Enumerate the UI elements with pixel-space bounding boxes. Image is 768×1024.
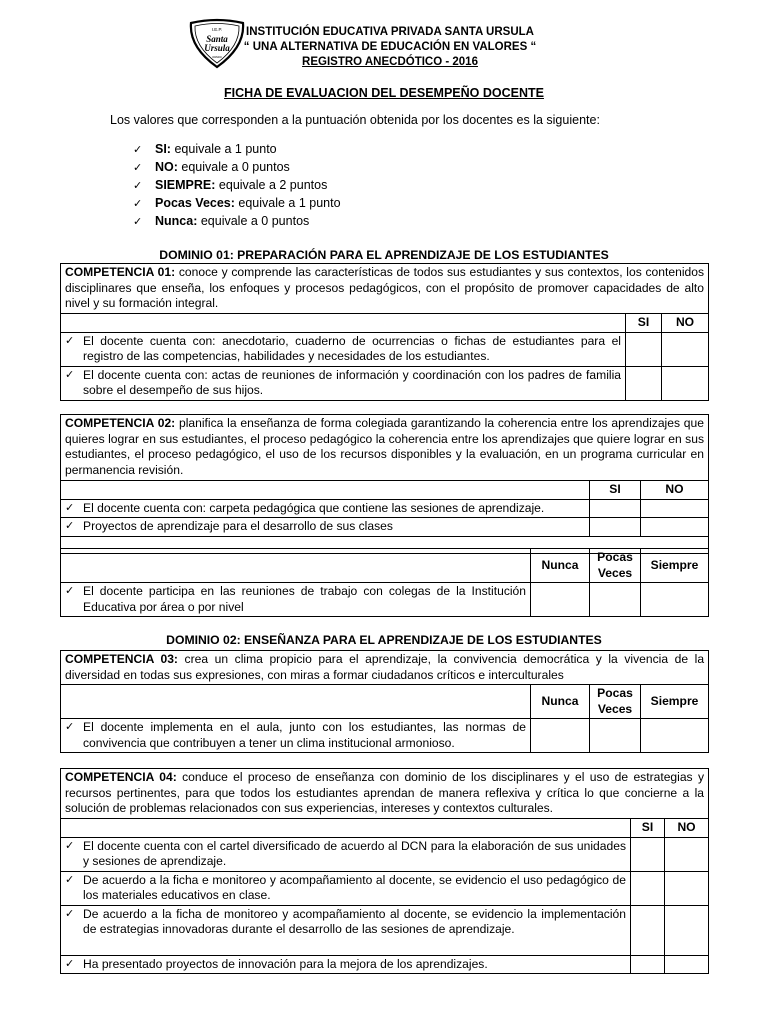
check-icon: ✓ <box>65 721 75 733</box>
col-pocas-veces: Pocas Veces <box>590 685 641 719</box>
si-cell[interactable] <box>590 499 641 518</box>
nunca-cell[interactable] <box>531 719 590 753</box>
item-row: ✓ El docente participa en las reuniones de trabajo con colegas de la Institución Educativa por área o por nivel <box>61 583 531 617</box>
check-icon: ✓ <box>65 501 75 514</box>
si-cell[interactable] <box>626 332 662 366</box>
value-item-no: ✓ NO: equivale a 0 puntos <box>133 158 341 176</box>
page-title: FICHA DE EVALUACION DEL DESEMPEÑO DOCENTE <box>224 86 544 100</box>
no-cell[interactable] <box>665 905 709 955</box>
item-row: ✓ Ha presentado proyectos de innovación para la mejora de los aprendizajes. <box>61 955 631 974</box>
value-item-si: ✓ SI: equivale a 1 punto <box>133 140 341 158</box>
no-cell[interactable] <box>665 871 709 905</box>
check-icon: ✓ <box>65 520 75 532</box>
col-no: NO <box>665 819 709 838</box>
item-row: ✓ El docente cuenta con el cartel diversificado de acuerdo al DCN para la elaboración de sus unidades y sesiones de aprendizaje. <box>61 837 631 871</box>
institution-name: INSTITUCIÓN EDUCATIVA PRIVADA SANTA URSULA <box>246 26 534 38</box>
competencia-03-description: COMPETENCIA 03: crea un clima propicio para el aprendizaje, la convivencia democrática y la vivencia de la diversidad en todas sus expresiones, con miras a formar ciudadanos críticos e interculturales <box>61 651 709 685</box>
competencia-02-description: COMPETENCIA 02: planifica la enseñanza de forma colegiada garantizando la coherencia entre los aprendizajes que quieres lograr en sus estudiantes, el proceso pedagógico la coherencia entre los aprendizajes que quiere lograr en sus estudiantes, el proceso pedagógico, el uso de los recursos disponibles y la evaluación, en un programa curricular en permanencia revisión. <box>61 415 709 481</box>
no-cell[interactable] <box>641 518 709 537</box>
competencia-03-table <box>60 650 709 753</box>
col-si: SI <box>590 481 641 500</box>
register-title: REGISTRO ANECDÓTICO - 2016 <box>302 56 478 68</box>
competencia-01-table <box>60 263 709 401</box>
col-no: NO <box>662 314 709 333</box>
col-nunca: Nunca <box>531 549 590 583</box>
item-row: ✓ El docente implementa en el aula, junto con los estudiantes, las normas de convivencia que contribuyen a tener un clima institucional armonioso. <box>61 719 531 753</box>
check-icon: ✓ <box>65 585 75 597</box>
domain-01-heading: DOMINIO 01: PREPARACIÓN PARA EL APRENDIZAJE DE LOS ESTUDIANTES <box>159 248 609 262</box>
value-item-pocas-veces: ✓ Pocas Veces: equivale a 1 punto <box>133 194 341 212</box>
si-cell[interactable] <box>626 366 662 400</box>
pocas-veces-cell[interactable] <box>590 583 641 617</box>
svg-text:I.E.P.: I.E.P. <box>211 27 223 32</box>
item-row: ✓ De acuerdo a la ficha de monitoreo y acompañamiento al docente, se evidencio la implementación de estrategias innovadoras durante el desarrollo de las sesiones de aprendizaje. <box>61 905 631 955</box>
pocas-veces-cell[interactable] <box>590 719 641 753</box>
col-siempre: Siempre <box>641 549 709 583</box>
col-si: SI <box>631 819 665 838</box>
no-cell[interactable] <box>641 499 709 518</box>
si-cell[interactable] <box>631 837 665 871</box>
check-icon: ✓ <box>133 162 143 174</box>
nunca-cell[interactable] <box>531 583 590 617</box>
col-siempre: Siempre <box>641 685 709 719</box>
no-cell[interactable] <box>665 955 709 974</box>
check-icon: ✓ <box>65 873 75 886</box>
col-si: SI <box>626 314 662 333</box>
competencia-02-frequency-table <box>60 548 709 617</box>
check-icon: ✓ <box>133 216 143 228</box>
no-cell[interactable] <box>665 837 709 871</box>
check-icon: ✓ <box>65 957 75 970</box>
si-cell[interactable] <box>631 955 665 974</box>
no-cell[interactable] <box>662 366 709 400</box>
item-row: ✓ De acuerdo a la ficha e monitoreo y acompañamiento al docente, se evidencio el uso pedagógico de los materiales educativos en clase. <box>61 871 631 905</box>
intro-text: Los valores que corresponden a la puntuación obtenida por los docentes es la siguiente: <box>110 113 600 127</box>
si-cell[interactable] <box>631 905 665 955</box>
check-icon: ✓ <box>65 907 75 920</box>
check-icon: ✓ <box>65 368 75 381</box>
si-cell[interactable] <box>631 871 665 905</box>
item-row: ✓ Proyectos de aprendizaje para el desarrollo de sus clases <box>61 518 590 537</box>
competencia-02-table <box>60 414 709 554</box>
value-item-nunca: ✓ Nunca: equivale a 0 puntos <box>133 212 341 230</box>
svg-text:cusco: cusco <box>212 55 222 59</box>
svg-text:Santa: Santa <box>206 34 228 44</box>
check-icon: ✓ <box>133 180 143 192</box>
check-icon: ✓ <box>65 334 75 347</box>
siempre-cell[interactable] <box>641 719 709 753</box>
domain-02-heading: DOMINIO 02: ENSEÑANZA PARA EL APRENDIZAJE DE LOS ESTUDIANTES <box>166 633 602 647</box>
siempre-cell[interactable] <box>641 583 709 617</box>
svg-text:Ursula: Ursula <box>204 43 230 53</box>
competencia-01-description: COMPETENCIA 01: conoce y comprende las características de todos sus estudiantes y sus contextos, los contenidos disciplinares que enseña, los enfoques y procesos pedagógicos, con el propósito de promover capacidades de alto nivel y su formación integral. <box>61 264 709 314</box>
check-icon: ✓ <box>133 144 143 156</box>
institution-motto: “ UNA ALTERNATIVA DE EDUCACIÓN EN VALORES “ <box>243 41 537 53</box>
score-values-list <box>133 140 341 230</box>
col-pocas-veces: Pocas Veces <box>590 549 641 583</box>
no-cell[interactable] <box>662 332 709 366</box>
item-row: ✓ El docente cuenta con: carpeta pedagógica que contiene las sesiones de aprendizaje. <box>61 499 590 518</box>
col-no: NO <box>641 481 709 500</box>
item-row: ✓ El docente cuenta con: actas de reuniones de información y coordinación con los padres de familia sobre el desempeño de sus hijos. <box>61 366 626 400</box>
item-row: ✓ El docente cuenta con: anecdotario, cuaderno de ocurrencias o fichas de estudiantes para el registro de las competencias, habilidades y necesidades de los estudiantes. <box>61 332 626 366</box>
check-icon: ✓ <box>65 839 75 852</box>
check-icon: ✓ <box>133 198 143 210</box>
value-item-siempre: ✓ SIEMPRE: equivale a 2 puntos <box>133 176 341 194</box>
competencia-04-description: COMPETENCIA 04: conduce el proceso de enseñanza con dominio de los disciplinares y el uso de estrategias y recursos pertinentes, para que todos los estudiantes aprendan de manera reflexiva y crítica lo que concierne a la solución de problemas relacionados con sus experiencias, intereses y contextos culturales. <box>61 769 709 819</box>
si-cell[interactable] <box>590 518 641 537</box>
col-nunca: Nunca <box>531 685 590 719</box>
competencia-04-table <box>60 768 709 974</box>
